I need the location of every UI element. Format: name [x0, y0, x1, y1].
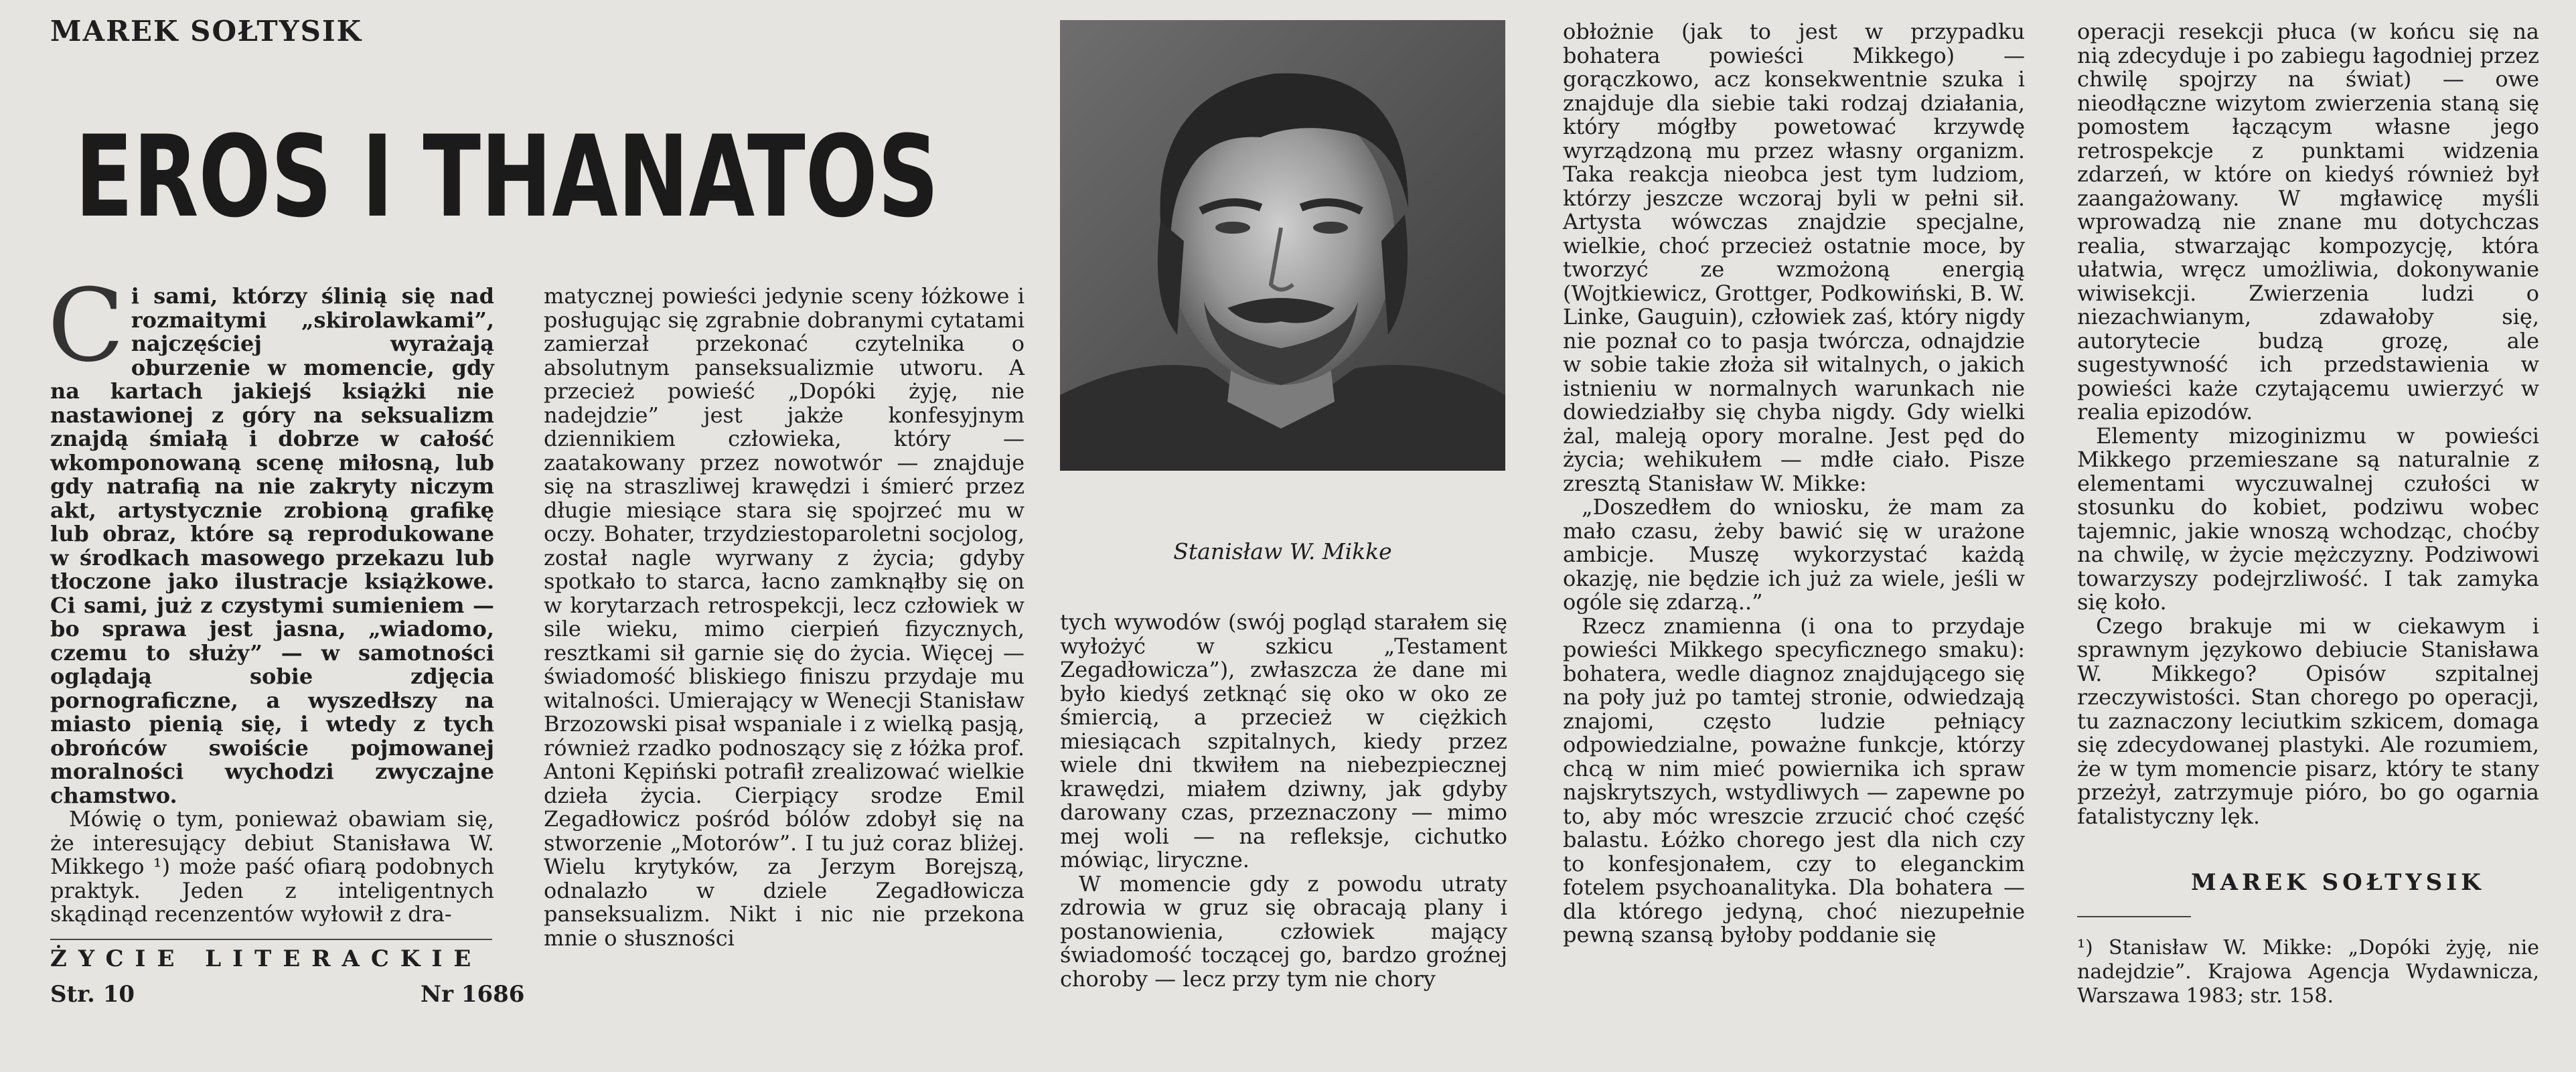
portrait-image	[1060, 20, 1505, 471]
column-4	[1563, 20, 2025, 947]
paragraph: Czego brakuje mi w ciekawym i sprawnym językowo debiucie Stanisława W. Mikkego? Opisów szpitalnej rzeczywistości. Stan chorego po operacji, tu zaznaczony leciutkim szkicem, domaga się zdecydowanej plastyki. Ale rozumiem, że w tym momencie pisarz, który te stany przeżył, zatrzymuje pióro, bo go ogarnia fatalistyczny lęk.	[2077, 613, 2539, 829]
paragraph: Elementy mizoginizmu w powieści Mikkego przemieszane są naturalnie z elementami wyczuwalnej czułości w stosunku do kobiet, podziwu wobec tajemnic, jakie wnoszą wchodząc, choćby na chwilę, w życie mężczyzny. Podziwowi towarzyszy podejrzliwość. I tak zamyka się koło.	[2077, 423, 2539, 615]
paragraph: Mówię o tym, ponieważ obawiam się, że interesujący debiut Stanisława W. Mikkego ¹) może paść ofiarą podobnych praktyk. Jeden z inteligentnych skądinąd recenzentów wyłowił z dra-	[50, 806, 494, 927]
column-1	[48, 268, 494, 927]
paragraph: obłożnie (jak to jest w przypadku bohatera powieści Mikkego) — gorączkowo, acz konsekwentnie szuka i znajduje dla siebie taki rodzaj działania, który mógłby powetować krzywdę wyrządzoną mu przez własny organizm. Taka reakcja nieobca jest tym ludziom, którzy jeszcze wczoraj byli w pełni sił. Artysta wówczas znajdzie specjalne, wielkie, choć przecież ostatnie moce, by tworzyć ze wzmożoną energią (Wojtkiewicz, Grottger, Podkowiński, B. W. Linke, Gauguin), człowiek zaś, który nigdy nie poznał co to pasja twórcza, odnajdzie w sobie takie złoża sił witalnych, o jakich istnieniu w normalnych warunkach nie dowiedziałby się chyba nigdy. Gdy wielki żal, maleją opory moralne. Jest pęd do życia; wehikułem — mdłe ciało. Pisze zresztą Stanisław W. Mikke:	[1563, 19, 2025, 496]
paragraph: W momencie gdy z powodu utraty zdrowia w gruz się obracają plany i postanowienia, człowiek mający świadomość toczącej go, bardzo groźnej choroby — lecz przy tym nie chory	[1060, 870, 1507, 992]
lead-paragraph	[48, 268, 494, 808]
author-byline: MAREK SOŁTYSIK	[50, 15, 363, 48]
page-number: Str. 10	[50, 981, 135, 1008]
footnote-rule	[2077, 916, 2191, 917]
paragraph: matycznej powieści jedynie sceny łóżkowe i posługując się zgrabnie dobranymi cytatami zamierzał przekonać czytelnika o absolutnym panseksualizmie utworu. A przecież powieść „Dopóki żyję, nie nadejdzie” jest jakże konfesyjnym dziennikiem człowieka, który — zaatakowany przez nowotwór — znajduje się na straszliwej krawędzi i śmierć przez długie miesiące stara się spojrzeć mu w oczy. Bohater, trzydziestoparoletni socjolog, został nagle wyrwany z życia; gdyby spotkało to starca, łacno zamknąłby się on w korytarzach retrospekcji, lecz człowiek w sile wieku, mimo cierpień fizycznych, resztkami sił garnie się do życia. Więcej — świadomość bliskiego finiszu przydaje mu witalności. Umierający w Wenecji Stanisław Brzozowski pisał wspaniale i z wielką pasją, również rzadko podnoszący się z łóżka prof. Antoni Kępiński potrafił zrealizować wielkie dzieła życia. Cierpiący srodze Emil Zegadłowicz pośród bólów zdobył się na stworzenie „Motorów”. I tu już coraz bliżej. Wielu krytyków, za Jerzym Borejszą, odnalazło w dziele Zegadłowicza panseksualizm. Nikt i nic nie przekona mnie o słuszności	[544, 283, 1025, 951]
column-3	[1060, 611, 1507, 991]
paragraph: tych wywodów (swój pogląd starałem się wyłożyć w szkicu „Testament Zegadłowicza”), zwłaszcza że dane mi było kiedyś zetknąć się oko w oko ze śmiercią, a przecież w ciężkich miesiącach szpitalnych, kiedy przez wiele dni tkwiłem na niebezpiecznej krawędzi, miałem dziwny, jak gdyby darowany czas, przeznaczony — mimo mej woli — na refleksje, cichutko mówiąc, liryczne.	[1060, 609, 1507, 872]
photo-caption: Stanisław W. Mikke	[1173, 538, 1392, 564]
column-2	[544, 285, 1025, 950]
author-portrait-photo	[1060, 20, 1505, 471]
paragraph: Rzecz znamienna (i ona to przydaje powieści Mikkego specyficznego smaku): bohatera, wedle diagnoz znajdującego się na poły już po tamtej stronie, odwiedzają znajomi, często ludzie pełniący odpowiedzialne, poważne funkcje, którzy chcą w nim mieć powiernika ich spraw najskrytszych, wstydliwych — zapewne po to, aby móc wreszcie zrzucić choć część balastu. Łóżko chorego jest dla nich czy to konfesjonałem, czy to eleganckim fotelem psychoanalityka. Dla bohatera — dla którego jedyną, choć niezupełnie pewną szansą byłoby poddanie się	[1563, 613, 2025, 947]
article-headline: EROS I THANATOS	[75, 111, 939, 242]
footnote	[2077, 936, 2539, 1008]
column-5	[2077, 20, 2539, 828]
author-signature: MAREK SOŁTYSIK	[2191, 869, 2485, 896]
drop-cap: C	[48, 268, 125, 384]
footnote-text: Stanisław W. Mikke: „Dopóki żyję, nie nadejdzie”. Krajowa Agencja Wydawnicza, Warszawa 1983; str. 158.	[2077, 936, 2539, 1008]
footer-rule	[50, 939, 492, 940]
paragraph: operacji resekcji płuca (w końcu się na nią zdecyduje i po zabiegu łagodniej przez chwilę spojrzy na świat) — owe nieodłączne wizytom zwierzenia staną się pomostem łączącym własne jego retrospekcje z punktami widzenia zdarzeń, w które on kiedyś również był zaangażowany. W mgławicę myśli wprowadzą nie znane mu dotychczas realia, stwarzając kompozycję, która ułatwia, wręcz umożliwia, dokonywanie wiwisekcji. Zwierzenia ludzi o niezachwianym, zdawałoby się, autorytecie budzą grozę, ale sugestywność ich przedstawienia w powieści każe czytającemu uwierzyć w realia epizodów.	[2077, 19, 2539, 425]
issue-number: Nr 1686	[421, 981, 525, 1008]
magazine-name: ŻYCIE LITERACKIE	[50, 945, 483, 972]
quotation: „Doszedłem do wniosku, że mam za mało czasu, żeby bawić się w urażone ambicje. Muszę wykorzystać każdą okazję, nie będzie ich już za wiele, jeśli w ogóle się zdarzą..”	[1563, 494, 2025, 615]
footnote-marker: ¹)	[2077, 936, 2093, 960]
lead-text: i sami, którzy ślinią się nad rozmaitymi „skirolawkami”, najczęściej wyrażają oburzenie w momencie, gdy na kartach jakiejś książki nie nastawionej z góry na seksualizm znajdą śmiałą i dobrze w całość wkomponowaną scenę miłosną, lub gdy natrafią na nie zakryty niczym akt, artystycznie zrobioną grafikę lub obraz, które są reprodukowane w środkach masowego przekazu lub tłoczone jako ilustracje książkowe. Ci sami, już z czystymi sumieniem — bo sprawa jest jasna, „wiadomo, czemu to służy” — w samotności oglądają sobie zdjęcia pornograficzne, a wyszedłszy na miasto pienią się, i wtedy z tych obrońców swoiście pojmowanej moralności wychodzi zwyczajne chamstwo.	[50, 283, 494, 808]
